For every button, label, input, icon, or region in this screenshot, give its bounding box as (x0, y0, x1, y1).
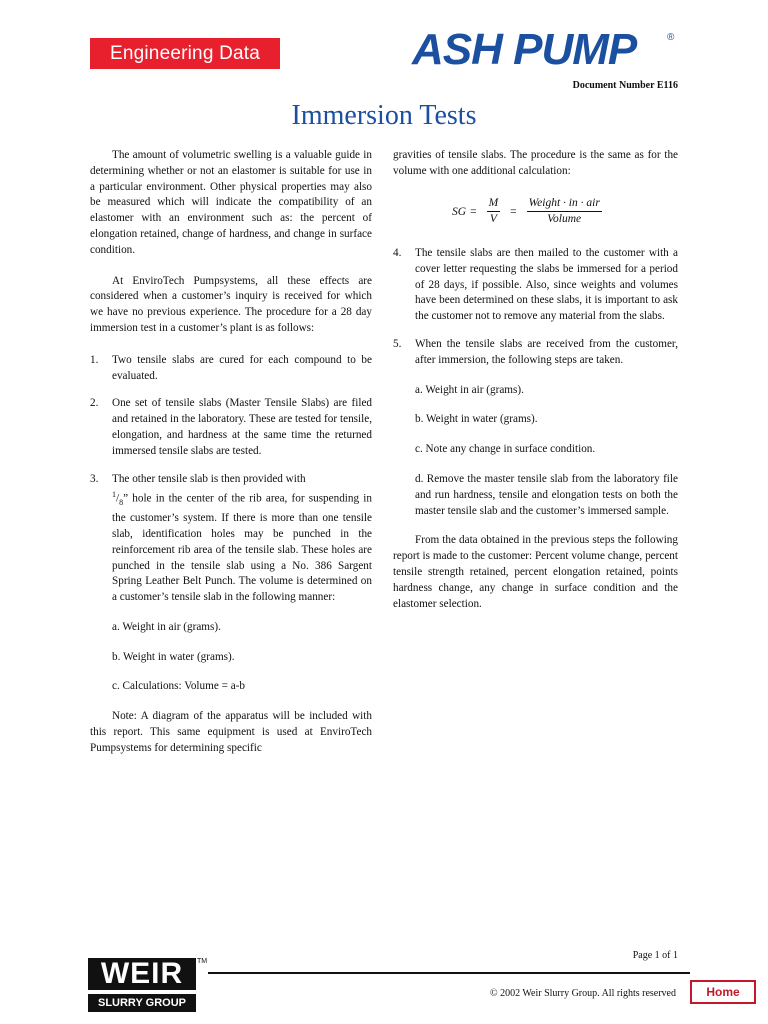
home-button[interactable]: Home (690, 980, 756, 1004)
sub-item: a. Weight in air (grams). (112, 620, 221, 633)
left-column (90, 148, 372, 757)
ash-pump-logo: ASH PUMP (412, 25, 637, 74)
sub-item: a. Weight in air (grams). (415, 383, 524, 396)
intro-paragraph: The amount of volumetric swelling is a valuable guide in determining whether or not an elastomer is suitable for use in a particular environment. Other physical properties may also be measured which will indicate the compatibility of an elastomer with an environment such as: the percent of elongation retained, change of hardness, and change in surface condition. (90, 149, 372, 256)
list-number: 4. (393, 247, 402, 259)
list-text-rest: ” hole in the center of the rib area, for suspending in the customer’s system. If there is more than one tensile slab, identification holes may be punched in the reinforcement rib area of the tensile slab. These holes are punched in the tensile slab using a No. 386 Sargent Spring Leather Belt Punch. The volume is determined on a customer’s tensile slab in the following manner: (112, 493, 372, 604)
weir-logo-word: WEIR (88, 958, 196, 990)
list-item (90, 472, 372, 606)
right-column-lower (393, 246, 678, 612)
list-number: 3. (90, 472, 99, 485)
registered-mark: ® (667, 32, 675, 43)
report-paragraph: From the data obtained in the previous steps the following report is made to the customer: Percent volume change, percent tensile strength retained, percent elongation retained, points hardness change, any change in surface condition and the elastomer selection. (393, 534, 678, 610)
sub-item: c. Note any change in surface condition. (415, 443, 596, 456)
formula-numerator: Weight · in · air (527, 196, 602, 212)
sub-item: b. Weight in water (grams). (415, 413, 538, 426)
formula-fraction-mv (487, 196, 501, 227)
list-item (393, 246, 678, 325)
slurry-group-label: SLURRY GROUP (88, 994, 196, 1012)
weir-slurry-logo (88, 958, 196, 1012)
list-item (90, 353, 372, 385)
procedure-paragraph: At EnviroTech Pumpsystems, all these effects are considered when a customer’s inquiry is received for which we have no previous experience. The procedure for a 28 day immersion test in a customer’s plant is as follows: (90, 274, 372, 334)
list-text: One set of tensile slabs (Master Tensile Slabs) are filed and retained in the laboratory. These are tested for tensile, elongation, and hardness at the same time the returned immersed tensile slabs are tested. (112, 397, 372, 457)
specific-gravity-formula (452, 196, 608, 227)
list-text-lead: The other tensile slab is then provided with (112, 472, 306, 485)
formula-m: M (487, 196, 501, 212)
sub-item: c. Calculations: Volume = a-b (112, 680, 245, 693)
list-item (393, 337, 678, 369)
list-text: The other tensile slab is then provided with $^1/_8$” hole in the center of the rib area, for suspending in the customer’s system. If there is more than one tensile slab, identification holes may be punched in the reinforcement rib area of the tensile slab. These holes are punched in the tensile slab using a No. 386 Sargent Spring Leather Belt Punch. The volume is determined on a customer’s tensile slab in the following manner: (112, 472, 372, 604)
engineering-data-badge: Engineering Data (90, 38, 280, 69)
gravities-paragraph: gravities of tensile slabs. The procedure is the same as for the volume with one additional calculation: (393, 149, 678, 177)
list-text: When the tensile slabs are received from the customer, after immersion, the following steps are taken. (415, 337, 678, 366)
list-item (90, 396, 372, 459)
note-paragraph: Note: A diagram of the apparatus will be included with this report. This same equipment is used at EnviroTech Pumpsystems for determining specific (90, 710, 372, 754)
formula-denominator: Volume (547, 213, 582, 225)
fraction-denominator: 8 (119, 498, 124, 508)
footer-divider (208, 972, 690, 974)
list-text: Two tensile slabs are cured for each compound to be evaluated. (112, 353, 372, 382)
page-title: Immersion Tests (291, 100, 477, 131)
formula-equals: = (510, 205, 517, 218)
formula-fraction-weight (527, 196, 602, 227)
formula-equals: = (470, 205, 477, 218)
document-number: Document Number E116 (572, 80, 678, 91)
sub-item: b. Weight in water (grams). (112, 650, 235, 663)
list-number: 1. (90, 353, 99, 366)
right-column (393, 148, 678, 180)
list-number: 2. (90, 397, 99, 410)
page-indicator: Page 1 of 1 (632, 950, 678, 961)
sub-item: d. Remove the master tensile slab from the laboratory file and run hardness, tensile and elongation tests on both the master tensile slab and the customer’s immersed sample. (415, 472, 678, 517)
copyright-text: © 2002 Weir Slurry Group. All rights reserved (489, 988, 676, 999)
formula-v: V (489, 213, 497, 225)
trademark-mark: TM (197, 958, 208, 965)
list-text: The tensile slabs are then mailed to the customer with a cover letter requesting the slabs be immersed for a period of 28 days, if possible. Also, since weights and volumes have been determined on these slabs, it is important to ask the customer not to remove any material from the slabs. (415, 247, 678, 323)
list-number: 5. (393, 337, 402, 350)
fraction-numerator: 1 (112, 490, 116, 500)
formula-lhs: SG (452, 205, 467, 218)
